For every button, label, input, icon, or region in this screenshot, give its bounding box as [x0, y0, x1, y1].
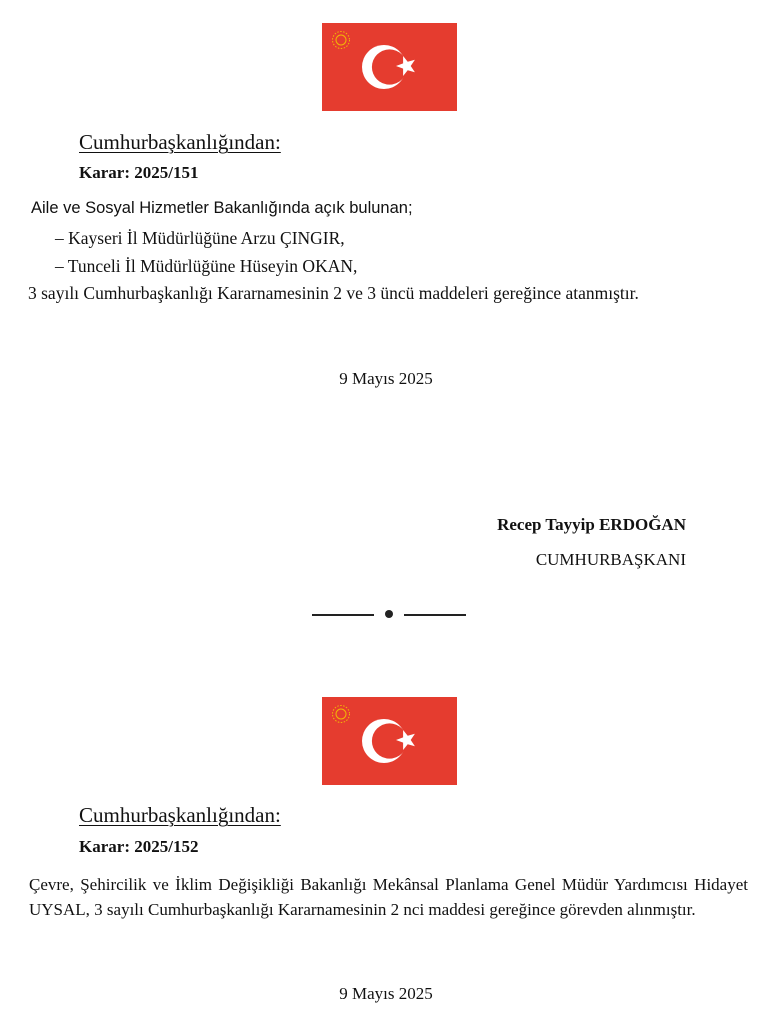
flag-graphic: [322, 697, 457, 785]
decree1-intro: Aile ve Sosyal Hizmetler Bakanlığında açık bulunan;: [31, 199, 413, 217]
decree2-heading: Cumhurbaşkanlığından:: [79, 803, 281, 827]
decree1-number: Karar: 2025/151: [79, 163, 199, 182]
decree1-item: – Kayseri İl Müdürlüğüne Arzu ÇINGIR,: [55, 228, 345, 248]
decree1-closing: 3 sayılı Cumhurbaşkanlığı Kararnamesinin 2 ve 3 üncü maddeleri gereğince atanmıştır.: [28, 283, 639, 303]
decree2-number: Karar: 2025/152: [79, 837, 199, 856]
turkish-flag-emblem: [322, 23, 457, 111]
decree1-date: 9 Mayıs 2025: [339, 369, 433, 388]
section-separator: [312, 606, 467, 622]
turkish-flag-emblem: [322, 697, 457, 785]
signer-title: CUMHURBAŞKANI: [535, 550, 686, 569]
separator-dot: [385, 610, 393, 618]
decree1-item: – Tunceli İl Müdürlüğüne Hüseyin OKAN,: [55, 256, 358, 276]
separator-line: [312, 614, 374, 616]
decree2-date: 9 Mayıs 2025: [339, 984, 433, 1003]
decree1-heading: Cumhurbaşkanlığından:: [79, 130, 281, 154]
decree2-body: Çevre, Şehircilik ve İklim Değişikliği Bakanlığı Mekânsal Planlama Genel Müdür Yardımcısı Hidayet UYSAL, 3 sayılı Cumhurbaşkanlığı Kararnamesinin 2 nci maddesi gereğince görevden alınmıştır.: [29, 875, 748, 919]
signer-name: Recep Tayyip ERDOĞAN: [497, 515, 686, 534]
separator-line: [404, 614, 466, 616]
flag-graphic: [322, 23, 457, 111]
